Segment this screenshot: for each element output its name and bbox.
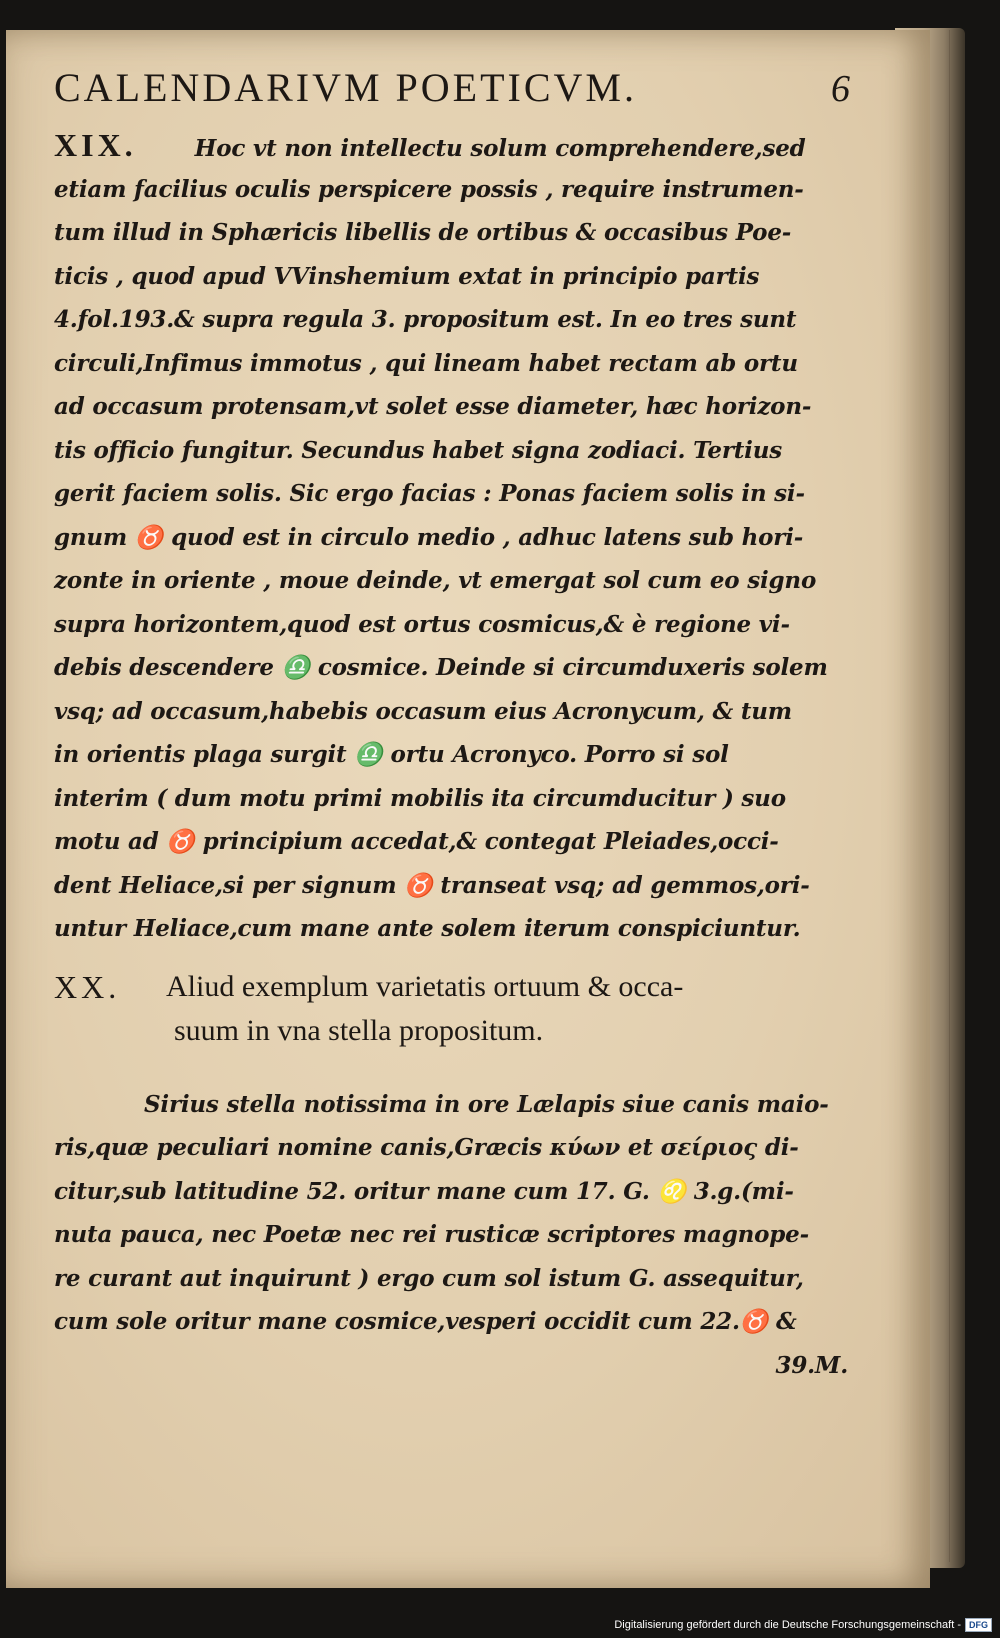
text-line: etiam facilius oculis perspicere possis , require instrumen- (54, 175, 804, 203)
text-line: dent Heliace,si per signum ♉ transeat vsq; ad gemmos,ori- (54, 871, 810, 899)
text-line: Sirius stella notissima in ore Lælapis siue canis maio- (144, 1090, 829, 1118)
text-line: gerit faciem solis. Sic ergo facias : Ponas faciem solis in si- (54, 480, 805, 507)
dfg-logo: DFG (965, 1618, 992, 1632)
text-line-content: Hoc vt non intellectu solum comprehendere,sed (194, 135, 806, 162)
text-line: circuli,Infimus immotus , qui lineam habet rectam ab ortu (54, 349, 798, 377)
page-number: 6 (831, 68, 850, 110)
section-xx-body (54, 1083, 854, 1388)
text-line: tis officio fungitur. Secundus habet signa zodiaci. Tertius (54, 436, 782, 464)
credit-text: Digitalisierung gefördert durch die Deutsche Forschungsgemeinschaft - (614, 1619, 961, 1631)
header-title: CALENDARIVM POETICVM. (54, 65, 637, 110)
heading-line: suum in vna stella propositum. (174, 1013, 544, 1047)
book-page (6, 30, 930, 1588)
text-line: supra horizontem,quod est ortus cosmicus,& è regione vi- (54, 610, 790, 638)
text-line: interim ( dum motu primi mobilis ita circumducitur ) suo (54, 784, 786, 812)
text-line: nuta pauca, nec Poetæ nec rei rusticæ scriptores magnope- (54, 1221, 809, 1248)
text-line: debis descendere ♎ cosmice. Deinde si circumduxeris solem (54, 654, 828, 681)
text-line: ticis , quod apud VVinshemium extat in principio partis (54, 262, 760, 290)
text-line-end: 39.M. (775, 1351, 848, 1379)
text-line: cum sole oritur mane cosmice,vesperi occidit cum 22.♉ & (54, 1308, 797, 1335)
section-xix (54, 124, 854, 951)
text-line: gnum ♉ quod est in circulo medio , adhuc latens sub hori- (54, 523, 804, 551)
section-xx-heading (54, 965, 854, 1053)
section-number: XX. (54, 968, 121, 1005)
text-line: 4.fol.193.& supra regula 3. propositum est. In eo tres sunt (54, 306, 797, 333)
digitization-credit (614, 1618, 992, 1632)
text-line: citur,sub latitudine 52. oritur mane cum 17. G. ♌ 3.g.(mi- (54, 1177, 794, 1205)
page-text (54, 64, 854, 1387)
text-line: tum illud in Sphæricis libellis de ortibus & occasibus Poe- (54, 219, 792, 246)
text-line: ad occasum protensam,vt solet esse diameter, hæc horizon- (54, 393, 812, 420)
text-line (54, 124, 854, 168)
section-number: XIX. (54, 127, 137, 163)
text-line: zonte in oriente , moue deinde, vt emergat sol cum eo signo (54, 567, 817, 594)
heading-line: Aliud exemplum varietatis ortuum & occa- (166, 969, 684, 1003)
text-line: ris,quæ peculiari nomine canis,Græcis κύων et σείριος di- (54, 1134, 799, 1161)
text-line: re curant aut inquirunt ) ergo cum sol istum G. assequitur, (54, 1264, 804, 1292)
running-header (54, 64, 854, 124)
text-line: untur Heliace,cum mane ante solem iterum conspiciuntur. (54, 915, 801, 942)
text-line: in orientis plaga surgit ♎ ortu Acronyco. Porro si sol (54, 741, 729, 768)
section-heading (166, 965, 683, 1053)
text-line: vsq; ad occasum,habebis occasum eius Acronycum, & tum (54, 697, 792, 725)
text-line: motu ad ♉ principium accedat,& contegat Pleiades,occi- (54, 828, 779, 855)
